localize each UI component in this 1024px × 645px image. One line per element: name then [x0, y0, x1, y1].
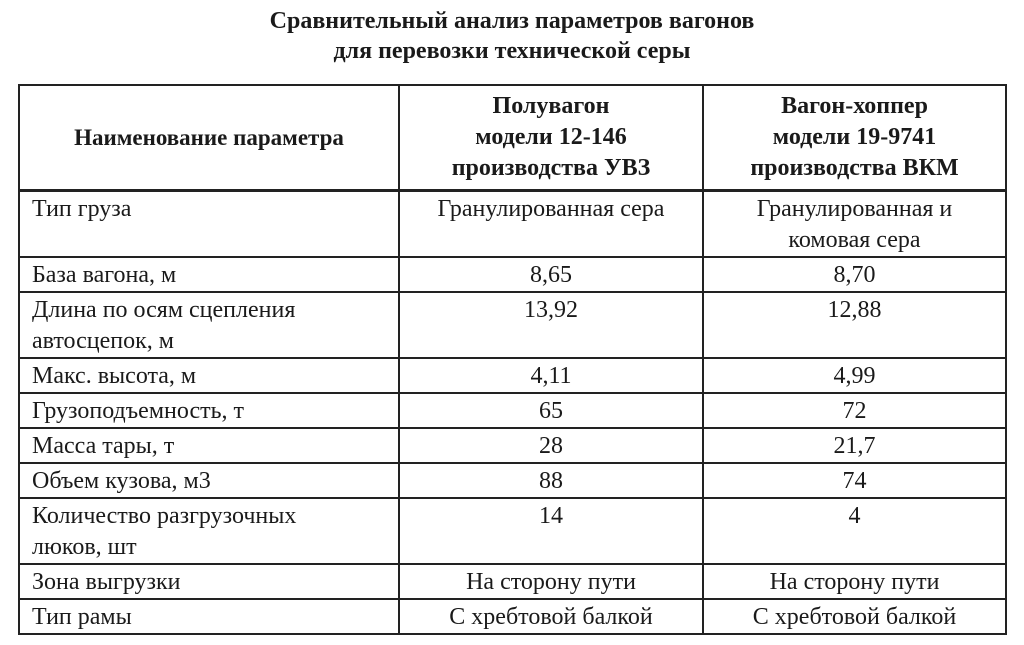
value-cell-hopper: 4,99: [703, 358, 1006, 393]
table-row: [19, 463, 1006, 498]
header-hopper-car: [703, 85, 1006, 191]
param-cell: Тип рамы: [19, 599, 399, 634]
header-col2-line1: Вагон-хоппер: [781, 93, 928, 119]
value-cell-gondola: 8,65: [399, 257, 703, 292]
value-cell-hopper: 4: [703, 498, 1006, 564]
param-cell: Макс. высота, м: [19, 358, 399, 393]
value-cell-gondola: 88: [399, 463, 703, 498]
value-cell-hopper: Гранулированная и комовая сера: [703, 191, 1006, 258]
value-cell-hopper: С хребтовой балкой: [703, 599, 1006, 634]
table-row: [19, 498, 1006, 564]
value-cell-hopper: 21,7: [703, 428, 1006, 463]
value-cell-gondola: С хребтовой балкой: [399, 599, 703, 634]
header-param-name: [19, 85, 399, 191]
value-cell-gondola: 13,92: [399, 292, 703, 358]
document-title: [0, 6, 1024, 66]
table-row: [19, 257, 1006, 292]
param-cell: Грузоподъемность, т: [19, 393, 399, 428]
value-cell-gondola: 65: [399, 393, 703, 428]
param-cell: База вагона, м: [19, 257, 399, 292]
value-cell-hopper: 72: [703, 393, 1006, 428]
value-cell-gondola: На сторону пути: [399, 564, 703, 599]
header-param-label: Наименование параметра: [74, 125, 344, 150]
value-cell-gondola: Гранулированная сера: [399, 191, 703, 258]
value-cell-gondola: 28: [399, 428, 703, 463]
table-row: [19, 191, 1006, 258]
table-row: [19, 564, 1006, 599]
value-cell-hopper: 12,88: [703, 292, 1006, 358]
param-cell: Количество разгрузочных люков, шт: [19, 498, 399, 564]
comparison-table: [18, 84, 1007, 635]
header-col1-line1: Полувагон: [492, 93, 610, 119]
header-col2-line3: производства ВКМ: [750, 155, 959, 181]
value-cell-hopper: На сторону пути: [703, 564, 1006, 599]
title-line-2: для перевозки технической серы: [333, 38, 691, 64]
header-col1-line3: производства УВЗ: [451, 155, 651, 181]
param-cell: Тип груза: [19, 191, 399, 258]
value-cell-hopper: 74: [703, 463, 1006, 498]
value-cell-hopper: 8,70: [703, 257, 1006, 292]
header-col2-line2: модели 19-9741: [772, 124, 937, 150]
header-col1-line2: модели 12-146: [475, 124, 627, 150]
title-line-1: Сравнительный анализ параметров вагонов: [269, 8, 755, 34]
value-cell-gondola: 4,11: [399, 358, 703, 393]
table-header-row: [19, 85, 1006, 191]
table-row: [19, 599, 1006, 634]
table-row: [19, 292, 1006, 358]
param-cell: Длина по осям сцепления автосцепок, м: [19, 292, 399, 358]
table-row: [19, 358, 1006, 393]
header-gondola-car: [399, 85, 703, 191]
param-cell: Масса тары, т: [19, 428, 399, 463]
table-row: [19, 428, 1006, 463]
value-cell-gondola: 14: [399, 498, 703, 564]
table-row: [19, 393, 1006, 428]
param-cell: Объем кузова, м3: [19, 463, 399, 498]
param-cell: Зона выгрузки: [19, 564, 399, 599]
